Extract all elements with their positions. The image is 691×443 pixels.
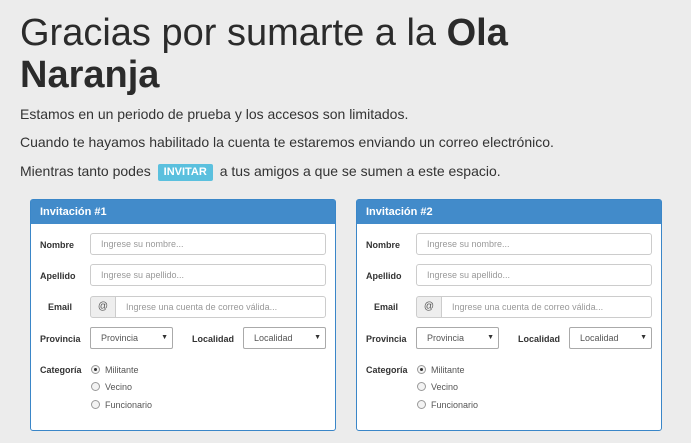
radio-label: Funcionario xyxy=(105,400,153,410)
caret-down-icon: ▼ xyxy=(487,334,494,341)
radio-unchecked-icon xyxy=(417,400,426,409)
apellido-input[interactable]: Ingrese su apellido... xyxy=(90,264,326,286)
localidad-select[interactable] xyxy=(569,327,652,349)
caret-down-icon: ▼ xyxy=(314,334,321,341)
provincia-label: Provincia xyxy=(366,334,407,344)
radio-label: Funcionario xyxy=(431,400,479,410)
categoria-label: Categoría xyxy=(366,365,408,375)
provincia-value: Provincia xyxy=(427,333,465,343)
categoria-label: Categoría xyxy=(40,365,82,375)
radio-checked-icon xyxy=(417,365,426,374)
intro-line-3 xyxy=(20,161,501,181)
radio-label: Militante xyxy=(431,365,465,375)
localidad-value: Localidad xyxy=(580,333,619,343)
localidad-label: Localidad xyxy=(192,334,235,344)
radio-funcionario[interactable] xyxy=(91,399,152,411)
radio-vecino[interactable] xyxy=(417,381,458,393)
provincia-select[interactable] xyxy=(90,327,173,349)
apellido-input[interactable]: Ingrese su apellido... xyxy=(416,264,652,286)
localidad-select[interactable] xyxy=(243,327,326,349)
email-input[interactable]: Ingrese una cuenta de correo válida... xyxy=(115,296,326,318)
localidad-value: Localidad xyxy=(254,333,293,343)
page-title xyxy=(20,12,640,96)
radio-label: Vecino xyxy=(431,382,459,392)
nombre-input[interactable]: Ingrese su nombre... xyxy=(416,233,652,255)
caret-down-icon: ▼ xyxy=(161,334,168,341)
title-brand: Ola Naranja xyxy=(20,12,508,96)
radio-unchecked-icon xyxy=(91,400,100,409)
nombre-input[interactable]: Ingrese su nombre... xyxy=(90,233,326,255)
apellido-label: Apellido xyxy=(40,271,76,281)
invitation-panel-1 xyxy=(30,199,336,431)
nombre-label: Nombre xyxy=(40,240,75,250)
panel-heading: Invitación #2 xyxy=(357,200,661,224)
radio-checked-icon xyxy=(91,365,100,374)
at-icon: @ xyxy=(416,296,442,318)
email-label: Email xyxy=(48,302,73,312)
localidad-label: Localidad xyxy=(518,334,561,344)
radio-unchecked-icon xyxy=(417,382,426,391)
panel-heading: Invitación #1 xyxy=(31,200,335,224)
intro-line-3-after: a tus amigos a que se sumen a este espacio. xyxy=(219,163,501,179)
provincia-label: Provincia xyxy=(40,334,81,344)
provincia-value: Provincia xyxy=(101,333,139,343)
caret-down-icon: ▼ xyxy=(640,334,647,341)
radio-militante[interactable] xyxy=(91,364,139,376)
radio-militante[interactable] xyxy=(417,364,465,376)
radio-unchecked-icon xyxy=(91,382,100,391)
at-icon: @ xyxy=(90,296,116,318)
apellido-label: Apellido xyxy=(366,271,402,281)
invite-button[interactable]: INVITAR xyxy=(158,164,213,181)
radio-vecino[interactable] xyxy=(91,381,132,393)
provincia-select[interactable] xyxy=(416,327,499,349)
radio-funcionario[interactable] xyxy=(417,399,478,411)
email-label: Email xyxy=(374,302,399,312)
radio-label: Militante xyxy=(105,365,139,375)
intro-line-3-before: Mientras tanto podes xyxy=(20,163,151,179)
title-prefix: Gracias por sumarte a la xyxy=(20,12,447,54)
intro-line-2: Cuando te hayamos habilitado la cuenta te estaremos enviando un correo electrónico. xyxy=(20,134,554,150)
nombre-label: Nombre xyxy=(366,240,401,250)
intro-line-1: Estamos en un periodo de prueba y los accesos son limitados. xyxy=(20,106,409,122)
email-input[interactable]: Ingrese una cuenta de correo válida... xyxy=(441,296,652,318)
invitation-panel-2 xyxy=(356,199,662,431)
radio-label: Vecino xyxy=(105,382,133,392)
